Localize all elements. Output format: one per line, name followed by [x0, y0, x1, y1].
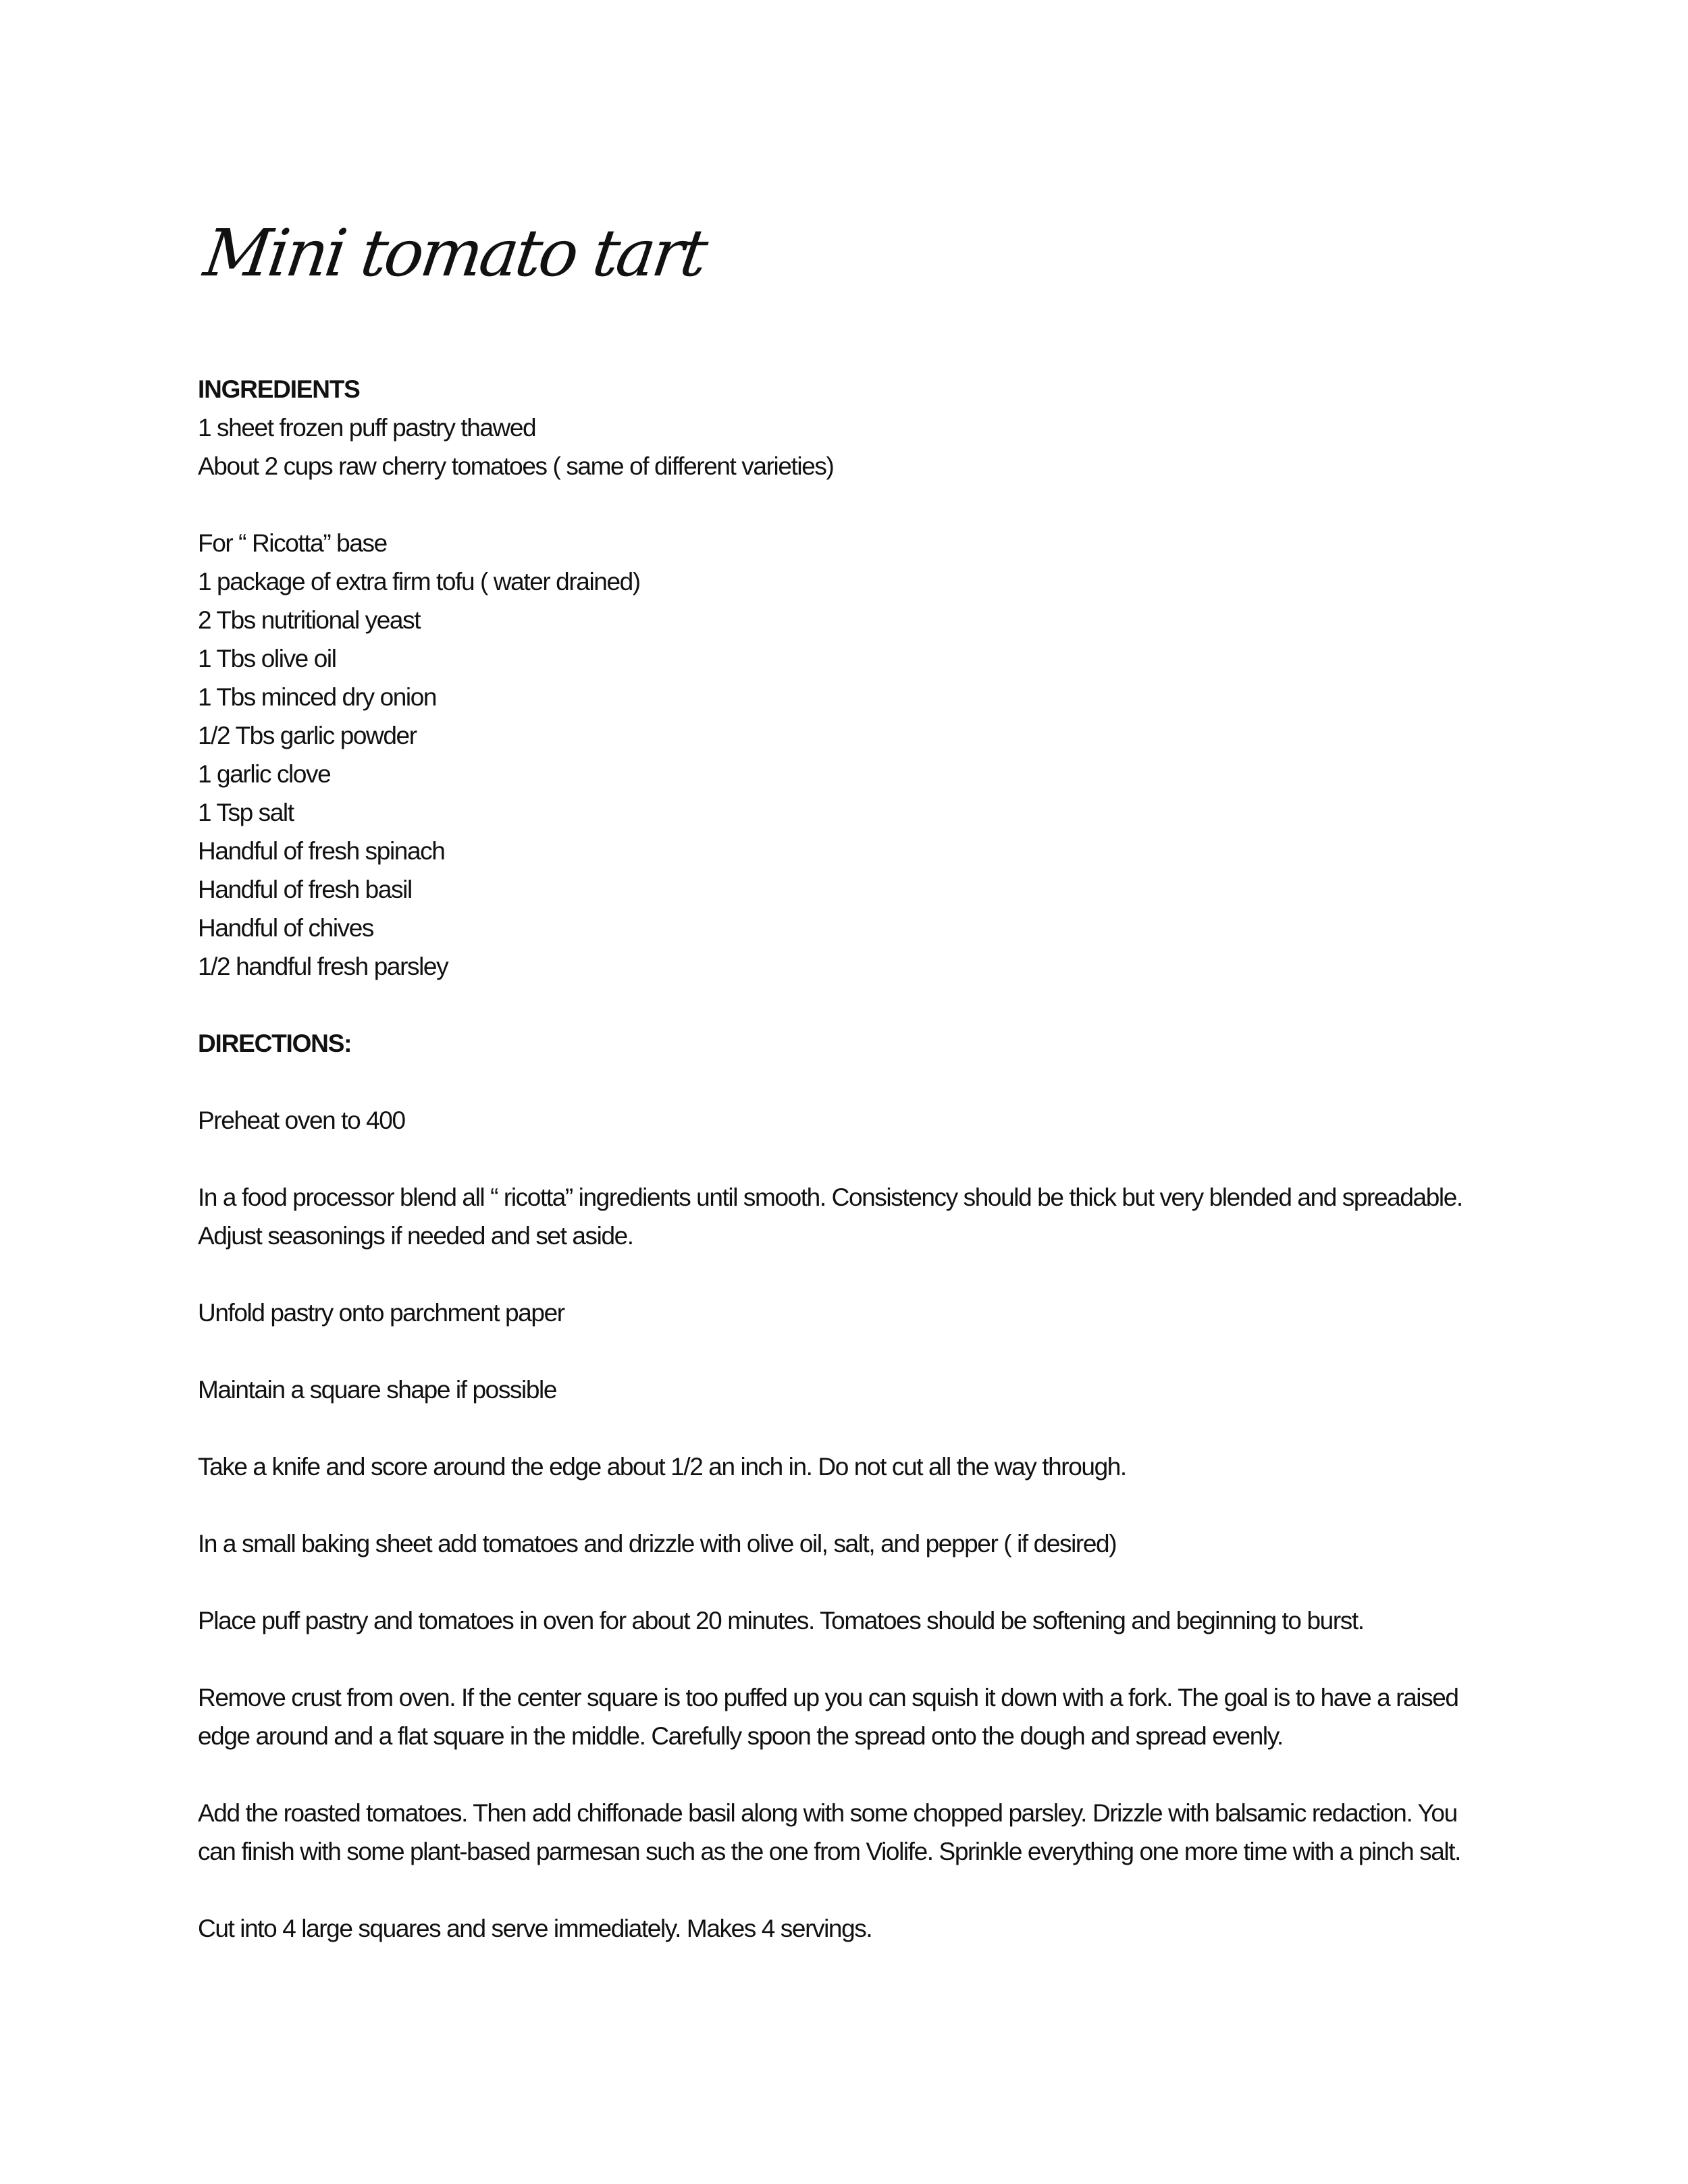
ingredient-item: 2 Tbs nutritional yeast [198, 606, 421, 634]
ingredient-item: Handful of chives [198, 914, 374, 942]
direction-step: In a small baking sheet add tomatoes and drizzle with olive oil, salt, and pepper ( if desired) [198, 1530, 1117, 1557]
ingredient-item: 1/2 Tbs garlic powder [198, 722, 417, 749]
spacer [198, 986, 1494, 1024]
direction-step: Remove crust from oven. If the center square is too puffed up you can squish it down with a fork. The goal is to have a raised edge around and a flat square in the middle. Carefully spoon the spread onto the dough and spread evenly. [198, 1684, 1458, 1750]
recipe-content [198, 203, 1494, 1986]
ingredient-item: 1/2 handful fresh parsley [198, 953, 448, 980]
spacer [198, 1063, 1494, 1101]
ingredient-item: 1 Tbs minced dry onion [198, 683, 437, 711]
recipe-title: Mini tomato tart [199, 215, 710, 291]
directions-heading: DIRECTIONS: [198, 1030, 352, 1057]
ingredient-item: Handful of fresh spinach [198, 837, 445, 865]
ingredient-item: 1 sheet frozen puff pastry thawed [198, 414, 536, 442]
ingredient-item: Handful of fresh basil [198, 876, 412, 903]
spacer [198, 485, 1494, 524]
direction-step: Maintain a square shape if possible [198, 1376, 557, 1404]
ingredient-item: 1 package of extra firm tofu ( water drained) [198, 568, 640, 595]
ingredient-item: 1 Tsp salt [198, 799, 294, 826]
direction-step: Add the roasted tomatoes. Then add chiffonade basil along with some chopped parsley. Drizzle with balsamic redaction. You can finish with some plant-based parmesan such as the one from Violife. Sprinkle everything one more time with a pinch salt. [198, 1799, 1460, 1865]
direction-step: Cut into 4 large squares and serve immediately. Makes 4 servings. [198, 1915, 872, 1942]
direction-step: Preheat oven to 400 [198, 1107, 405, 1134]
ingredient-item: 1 garlic clove [198, 760, 331, 788]
direction-step: In a food processor blend all “ ricotta” ingredients until smooth. Consistency should be thick but very blended and spreadable. Adjust seasonings if needed and set aside. [198, 1183, 1462, 1250]
ingredients-heading: INGREDIENTS [198, 375, 360, 403]
ingredient-item: 1 Tbs olive oil [198, 645, 336, 672]
direction-step: Unfold pastry onto parchment paper [198, 1299, 564, 1327]
ingredient-item: About 2 cups raw cherry tomatoes ( same of different varieties) [198, 452, 834, 480]
direction-step: Take a knife and score around the edge about 1/2 an inch in. Do not cut all the way through. [198, 1453, 1126, 1481]
direction-step: Place puff pastry and tomatoes in oven for about 20 minutes. Tomatoes should be softening and beginning to burst. [198, 1607, 1364, 1634]
ricotta-subheading: For “ Ricotta” base [198, 529, 387, 557]
